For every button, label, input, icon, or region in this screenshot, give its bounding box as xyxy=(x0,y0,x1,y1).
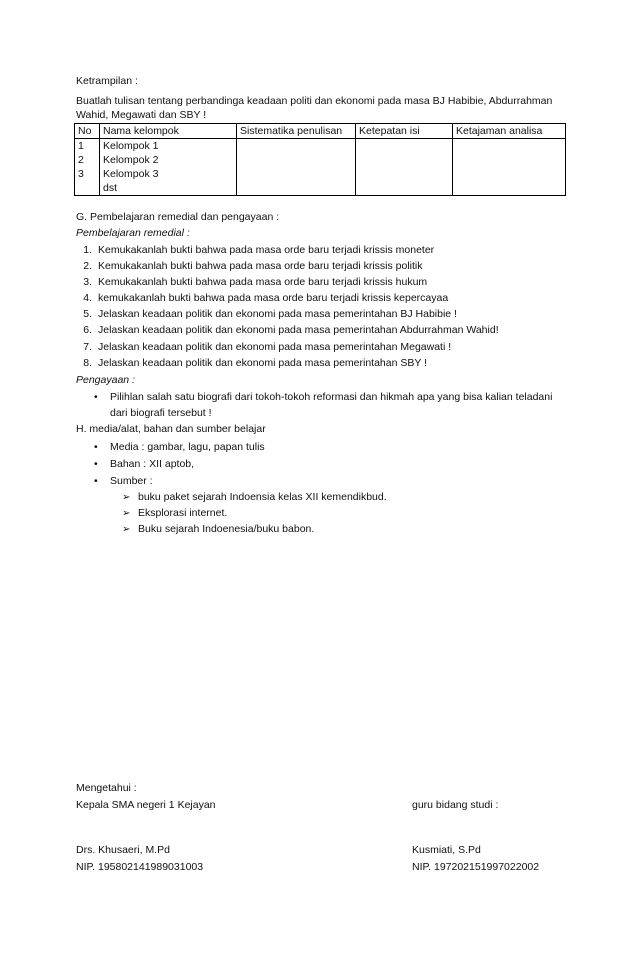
bullet-icon: • xyxy=(94,475,98,487)
section-h-heading: H. media/alat, bahan dan sumber belajar xyxy=(76,423,266,435)
acknowledged-label: Mengetahui : xyxy=(76,782,137,794)
teacher-name: Kusmiati, S.Pd xyxy=(412,844,481,856)
column-header: Sistematika penulisan xyxy=(237,124,356,139)
number-cell: 1 2 3 xyxy=(75,139,100,196)
teacher-nip: NIP. 197202151997022002 xyxy=(412,861,540,873)
empty-cell xyxy=(453,139,566,196)
list-item: 3. Kemukakanlah bukti bahwa pada masa orde baru terjadi krissis hukum xyxy=(83,276,428,288)
list-subitem: ➢ Eksplorasi internet. xyxy=(122,507,228,519)
list-item: 4. kemukakanlah bukti bahwa pada masa orde baru terjadi krissis kepercayaa xyxy=(83,292,449,304)
column-header: Nama kelompok xyxy=(100,124,237,139)
list-item: • Sumber : xyxy=(94,475,153,487)
assessment-table xyxy=(74,123,566,196)
arrow-right-icon: ➢ xyxy=(122,524,131,535)
list-item: 8. Jelaskan keadaan politik dan ekonomi pada masa pemerintahan SBY ! xyxy=(83,357,428,369)
group-cell: Kelompok 1 Kelompok 2 Kelompok 3 dst xyxy=(100,139,237,196)
principal-name: Drs. Khusaeri, M.Pd xyxy=(76,844,170,856)
column-header: Ketepatan isi xyxy=(356,124,453,139)
skills-task-line-1: Buatlah tulisan tentang perbandinga keadaan politi dan ekonomi pada masa BJ Habibie, Abdurrahman xyxy=(76,95,553,107)
arrow-right-icon: ➢ xyxy=(122,492,131,503)
table-header-row xyxy=(75,124,566,139)
teacher-title: guru bidang studi : xyxy=(412,799,499,811)
list-subitem: ➢ Buku sejarah Indoenesia/buku babon. xyxy=(122,523,315,535)
list-item: 5. Jelaskan keadaan politik dan ekonomi pada masa pemerintahan BJ Habibie ! xyxy=(83,308,457,320)
empty-cell xyxy=(237,139,356,196)
list-subitem: ➢ buku paket sejarah Indoensia kelas XII kemendikbud. xyxy=(122,491,387,503)
column-header: Ketajaman analisa xyxy=(453,124,566,139)
list-item-continued: dari biografi tersebut ! xyxy=(110,407,212,419)
list-item: 6. Jelaskan keadaan politik dan ekonomi pada masa pemerintahan Abdurrahman Wahid! xyxy=(83,324,499,336)
column-header: No xyxy=(75,124,100,139)
list-item: 2. Kemukakanlah bukti bahwa pada masa orde baru terjadi krissis politik xyxy=(83,260,423,272)
bullet-icon: • xyxy=(94,391,98,403)
section-g-heading: G. Pembelajaran remedial dan pengayaan : xyxy=(76,211,280,223)
bullet-icon: • xyxy=(94,458,98,470)
list-item: • Pilihlan salah satu biografi dari tokoh-tokoh reformasi dan hikmah apa yang bisa kalian teladani xyxy=(94,391,553,403)
principal-nip: NIP. 195802141989031003 xyxy=(76,861,204,873)
enrichment-heading: Pengayaan : xyxy=(76,374,135,386)
list-item: 1. Kemukakanlah bukti bahwa pada masa orde baru terjadi krissis moneter xyxy=(83,244,435,256)
bullet-icon: • xyxy=(94,441,98,453)
empty-cell xyxy=(356,139,453,196)
list-item: • Media : gambar, lagu, papan tulis xyxy=(94,441,265,453)
list-item: • Bahan : XII aptob, xyxy=(94,458,195,470)
arrow-right-icon: ➢ xyxy=(122,508,131,519)
skills-task-line-2: Wahid, Megawati dan SBY ! xyxy=(76,109,207,121)
list-item: 7. Jelaskan keadaan politik dan ekonomi pada masa pemerintahan Megawati ! xyxy=(83,341,452,353)
remedial-heading: Pembelajaran remedial : xyxy=(76,227,190,239)
principal-title: Kepala SMA negeri 1 Kejayan xyxy=(76,799,216,811)
table-row xyxy=(75,139,566,196)
skills-heading: Ketrampilan : xyxy=(76,75,138,87)
